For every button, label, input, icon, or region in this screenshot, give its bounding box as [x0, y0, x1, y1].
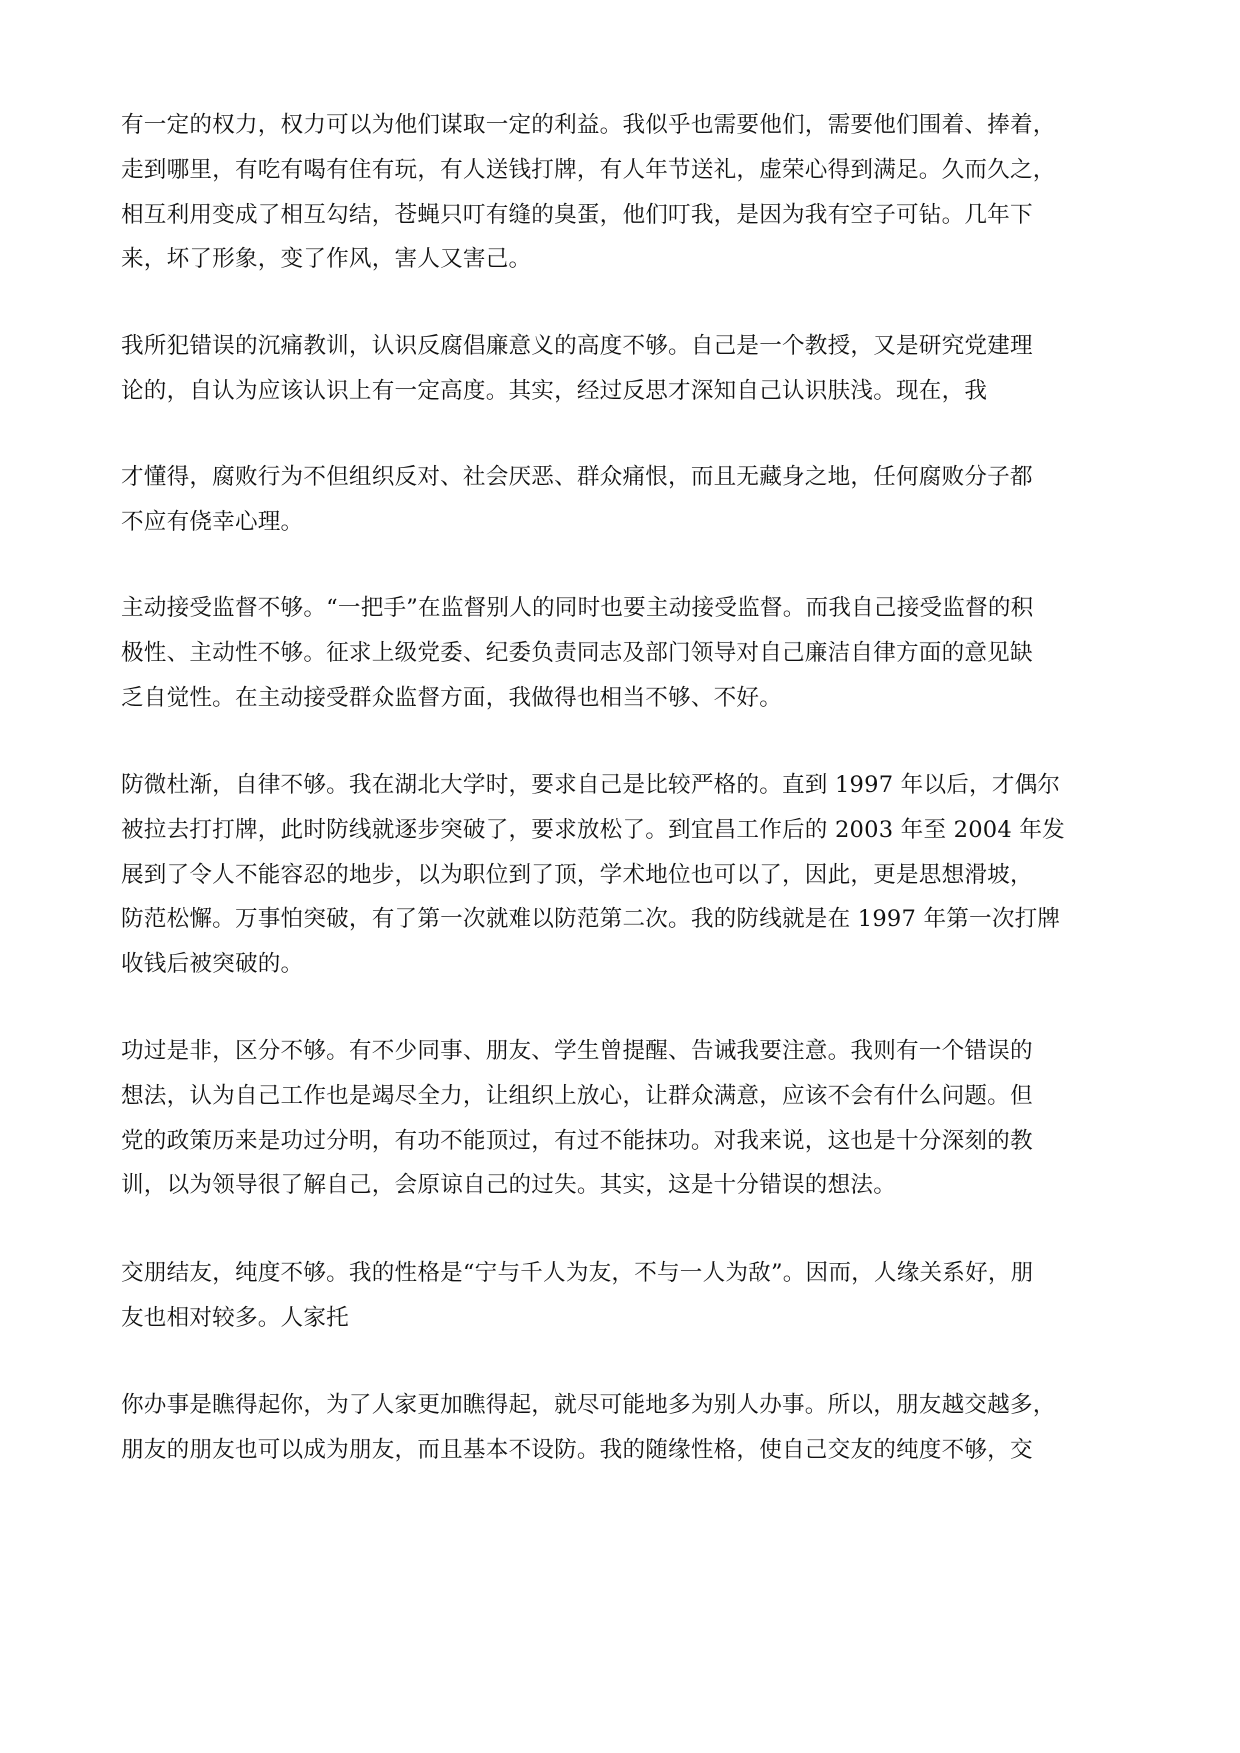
text-line: 收钱后被突破的。	[121, 951, 304, 978]
text-line: 主动接受监督不够。“一把手”在监督别人的同时也要主动接受监督。而我自己接受监督的积	[121, 595, 1034, 621]
text-line: 防微杜渐，自律不够。我在湖北大学时，要求自己是比较严格的。直到 1997 年以后，才偶尔	[121, 772, 1061, 798]
paragraph-5	[121, 763, 1121, 987]
paragraph-2	[121, 324, 1121, 414]
text-line: 防范松懈。万事怕突破，有了第一次就难以防范第二次。我的防线就是在 1997 年第一次打牌	[121, 906, 1061, 933]
text-line: 想法，认为自己工作也是竭尽全力，让组织上放心，让群众满意，应该不会有什么问题。但	[121, 1082, 1033, 1109]
text-line: 党的政策历来是功过分明，有功不能顶过，有过不能抹功。对我来说，这也是十分深刻的教	[121, 1127, 1033, 1154]
text-line: 展到了令人不能容忍的地步，以为职位到了顶，学术地位也可以了，因此，更是思想滑坡，	[121, 861, 1033, 888]
text-line: 训，以为领导很了解自己，会原谅自己的过失。其实，这是十分错误的想法。	[121, 1172, 896, 1199]
paragraph-7	[121, 1251, 1121, 1341]
text-line: 友也相对较多。人家托	[121, 1304, 349, 1331]
paragraph-4	[121, 586, 1121, 720]
paragraph-3	[121, 455, 1121, 545]
text-line: 你办事是瞧得起你，为了人家更加瞧得起，就尽可能地多为别人办事。所以，朋友越交越多，	[121, 1392, 1056, 1418]
text-line: 不应有侥幸心理。	[121, 508, 304, 535]
text-line: 有一定的权力，权力可以为他们谋取一定的利益。我似乎也需要他们，需要他们围着、捧着，	[121, 112, 1056, 138]
text-line: 功过是非，区分不够。有不少同事、朋友、学生曾提醒、告诫我要注意。我则有一个错误的	[121, 1038, 1033, 1064]
paragraph-1	[121, 103, 1121, 282]
paragraph-8	[121, 1383, 1121, 1473]
text-line: 极性、主动性不够。征求上级党委、纪委负责同志及部门领导对自己廉洁自律方面的意见缺	[121, 639, 1033, 666]
paragraph-6	[121, 1029, 1121, 1208]
text-line: 交朋结友，纯度不够。我的性格是“宁与千人为友，不与一人为敌”。因而，人缘关系好，朋	[121, 1260, 1034, 1286]
text-line: 才懂得，腐败行为不但组织反对、社会厌恶、群众痛恨，而且无藏身之地，任何腐败分子都	[121, 464, 1033, 490]
text-line: 走到哪里，有吃有喝有住有玩，有人送钱打牌，有人年节送礼，虚荣心得到满足。久而久之，	[121, 156, 1056, 183]
text-line: 来，坏了形象，变了作风，害人又害己。	[121, 246, 532, 273]
text-line: 我所犯错误的沉痛教训，认识反腐倡廉意义的高度不够。自己是一个教授，又是研究党建理	[121, 333, 1033, 359]
text-line: 论的，自认为应该认识上有一定高度。其实，经过反思才深知自己认识肤浅。现在，我	[121, 377, 988, 404]
text-line: 朋友的朋友也可以成为朋友，而且基本不设防。我的随缘性格，使自己交友的纯度不够，交	[121, 1436, 1033, 1463]
text-line: 相互利用变成了相互勾结，苍蝇只叮有缝的臭蛋，他们叮我，是因为我有空子可钻。几年下	[121, 201, 1033, 228]
text-line: 乏自觉性。在主动接受群众监督方面，我做得也相当不够、不好。	[121, 684, 783, 711]
text-line: 被拉去打打牌，此时防线就逐步突破了，要求放松了。到宜昌工作后的 2003 年至 2004 年发	[121, 816, 1065, 843]
